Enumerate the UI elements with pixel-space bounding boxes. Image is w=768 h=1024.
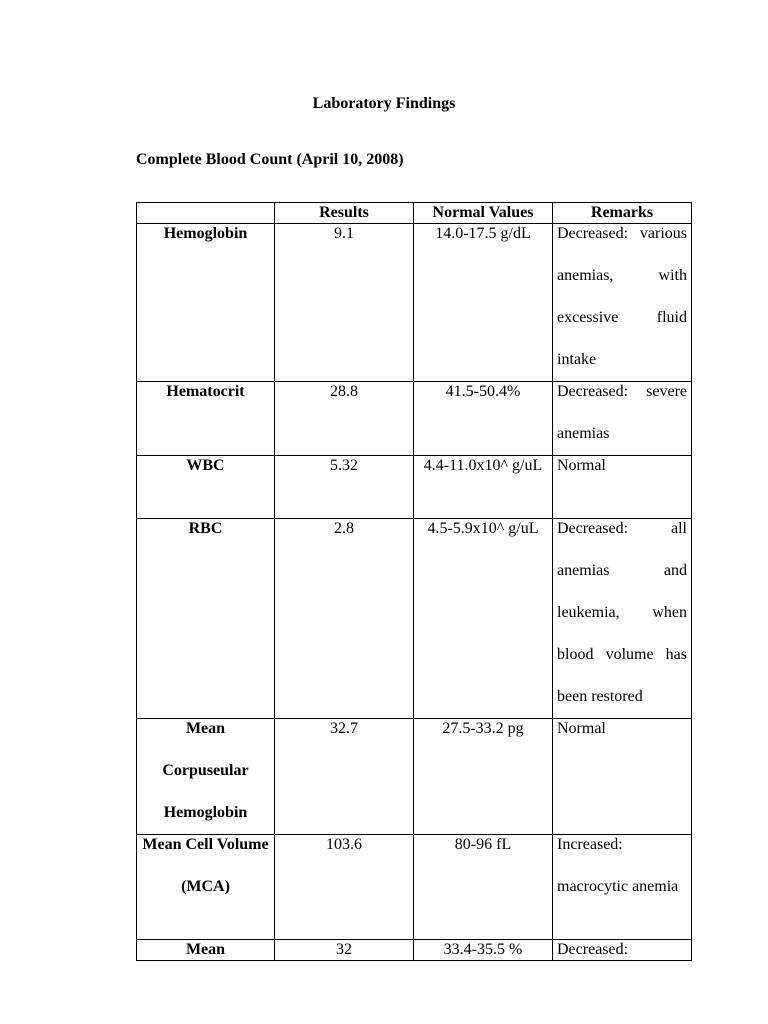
test-normal-value: 41.5-50.4% [414, 382, 553, 456]
test-name: Mean Corpuseular Hemoglobin [137, 719, 275, 835]
test-remarks: Increased: macrocytic anemia [553, 835, 692, 940]
test-result: 32.7 [275, 719, 414, 835]
test-result: 5.32 [275, 456, 414, 519]
test-name: Hemoglobin [137, 224, 275, 382]
test-remarks: Decreased: severe anemias [553, 382, 692, 456]
test-result: 32 [275, 940, 414, 961]
test-normal-value: 33.4-35.5 % [414, 940, 553, 961]
test-normal-value: 14.0-17.5 g/dL [414, 224, 553, 382]
test-remarks: Decreased: [553, 940, 692, 961]
test-name: Mean Cell Volume (MCA) [137, 835, 275, 940]
header-results: Results [275, 203, 414, 224]
table-row [137, 224, 692, 382]
test-name: Mean [137, 940, 275, 961]
cbc-table [136, 202, 692, 961]
test-result: 103.6 [275, 835, 414, 940]
test-normal-value: 4.4-11.0x10^ g/uL [414, 456, 553, 519]
test-remarks: Decreased: all anemias and leukemia, when blood volume has been restored [553, 519, 692, 719]
test-result: 9.1 [275, 224, 414, 382]
test-normal-value: 80-96 fL [414, 835, 553, 940]
header-remarks: Remarks [553, 203, 692, 224]
test-remarks: Normal [553, 719, 692, 835]
section-heading: Complete Blood Count (April 10, 2008) [136, 151, 404, 168]
table-row [137, 519, 692, 719]
test-remarks: Decreased: various anemias, with excessive fluid intake [553, 224, 692, 382]
table-row [137, 835, 692, 940]
test-result: 28.8 [275, 382, 414, 456]
test-result: 2.8 [275, 519, 414, 719]
table-row [137, 719, 692, 835]
table-row [137, 940, 692, 961]
test-name: WBC [137, 456, 275, 519]
header-normal-values: Normal Values [414, 203, 553, 224]
test-normal-value: 4.5-5.9x10^ g/uL [414, 519, 553, 719]
test-name: RBC [137, 519, 275, 719]
test-normal-value: 27.5-33.2 pg [414, 719, 553, 835]
test-name: Hematocrit [137, 382, 275, 456]
test-remarks: Normal [553, 456, 692, 519]
document-title: Laboratory Findings [312, 95, 456, 112]
